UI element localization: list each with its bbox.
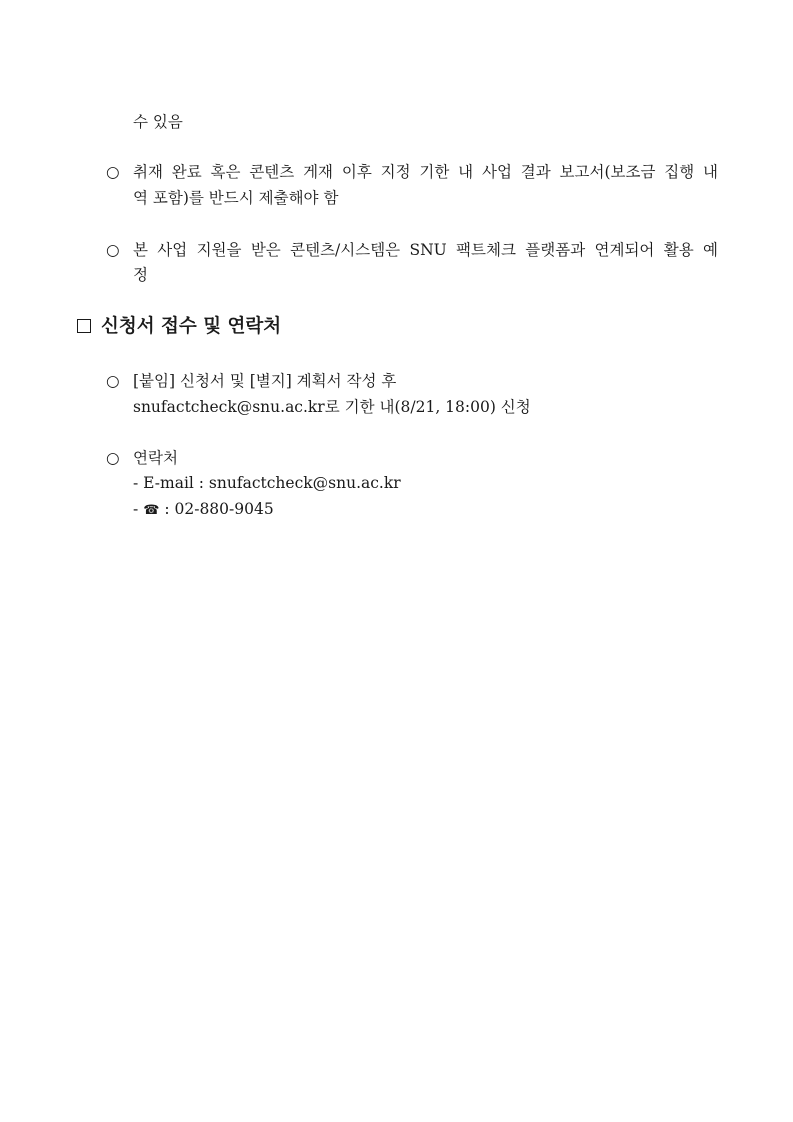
bullet-item-platform bbox=[106, 239, 718, 261]
phone-icon: ☎ bbox=[143, 503, 160, 518]
bullet-item-report-line2: 역 포함)를 반드시 제출해야 함 bbox=[133, 189, 339, 207]
phone-number: : 02-880-9045 bbox=[164, 500, 274, 518]
contact-label: 연락처 bbox=[133, 449, 178, 467]
phone-dash: - bbox=[133, 500, 139, 518]
bullet-item-application bbox=[106, 370, 396, 392]
bullet-item-contact bbox=[106, 447, 178, 469]
square-bullet-icon bbox=[77, 319, 91, 333]
bullet-item-report-line1: 취재 완료 혹은 콘텐츠 게재 이후 지정 기한 내 사업 결과 보고서(보조금 집행 내 bbox=[133, 163, 718, 181]
circle-bullet-icon: ○ bbox=[106, 163, 120, 181]
contact-phone bbox=[133, 498, 274, 522]
section-title: 신청서 접수 및 연락처 bbox=[101, 316, 282, 337]
continuation-text: 수 있음 bbox=[133, 113, 183, 131]
bullet-item-platform-line1: 본 사업 지원을 받은 콘텐츠/시스템은 SNU 팩트체크 플랫폼과 연계되어 활용 예 bbox=[133, 241, 718, 259]
bullet-item-report bbox=[106, 161, 718, 183]
contact-email: - E-mail : snufactcheck@snu.ac.kr bbox=[133, 474, 401, 492]
section-heading bbox=[77, 315, 281, 339]
circle-bullet-icon: ○ bbox=[106, 449, 120, 467]
circle-bullet-icon: ○ bbox=[106, 372, 120, 390]
circle-bullet-icon: ○ bbox=[106, 241, 120, 259]
bullet-item-application-line1: [붙임] 신청서 및 [별지] 계획서 작성 후 bbox=[133, 372, 397, 390]
bullet-item-application-line2: snufactcheck@snu.ac.kr로 기한 내(8/21, 18:00) 신청 bbox=[133, 398, 531, 416]
bullet-item-platform-line2: 정 bbox=[133, 266, 148, 284]
